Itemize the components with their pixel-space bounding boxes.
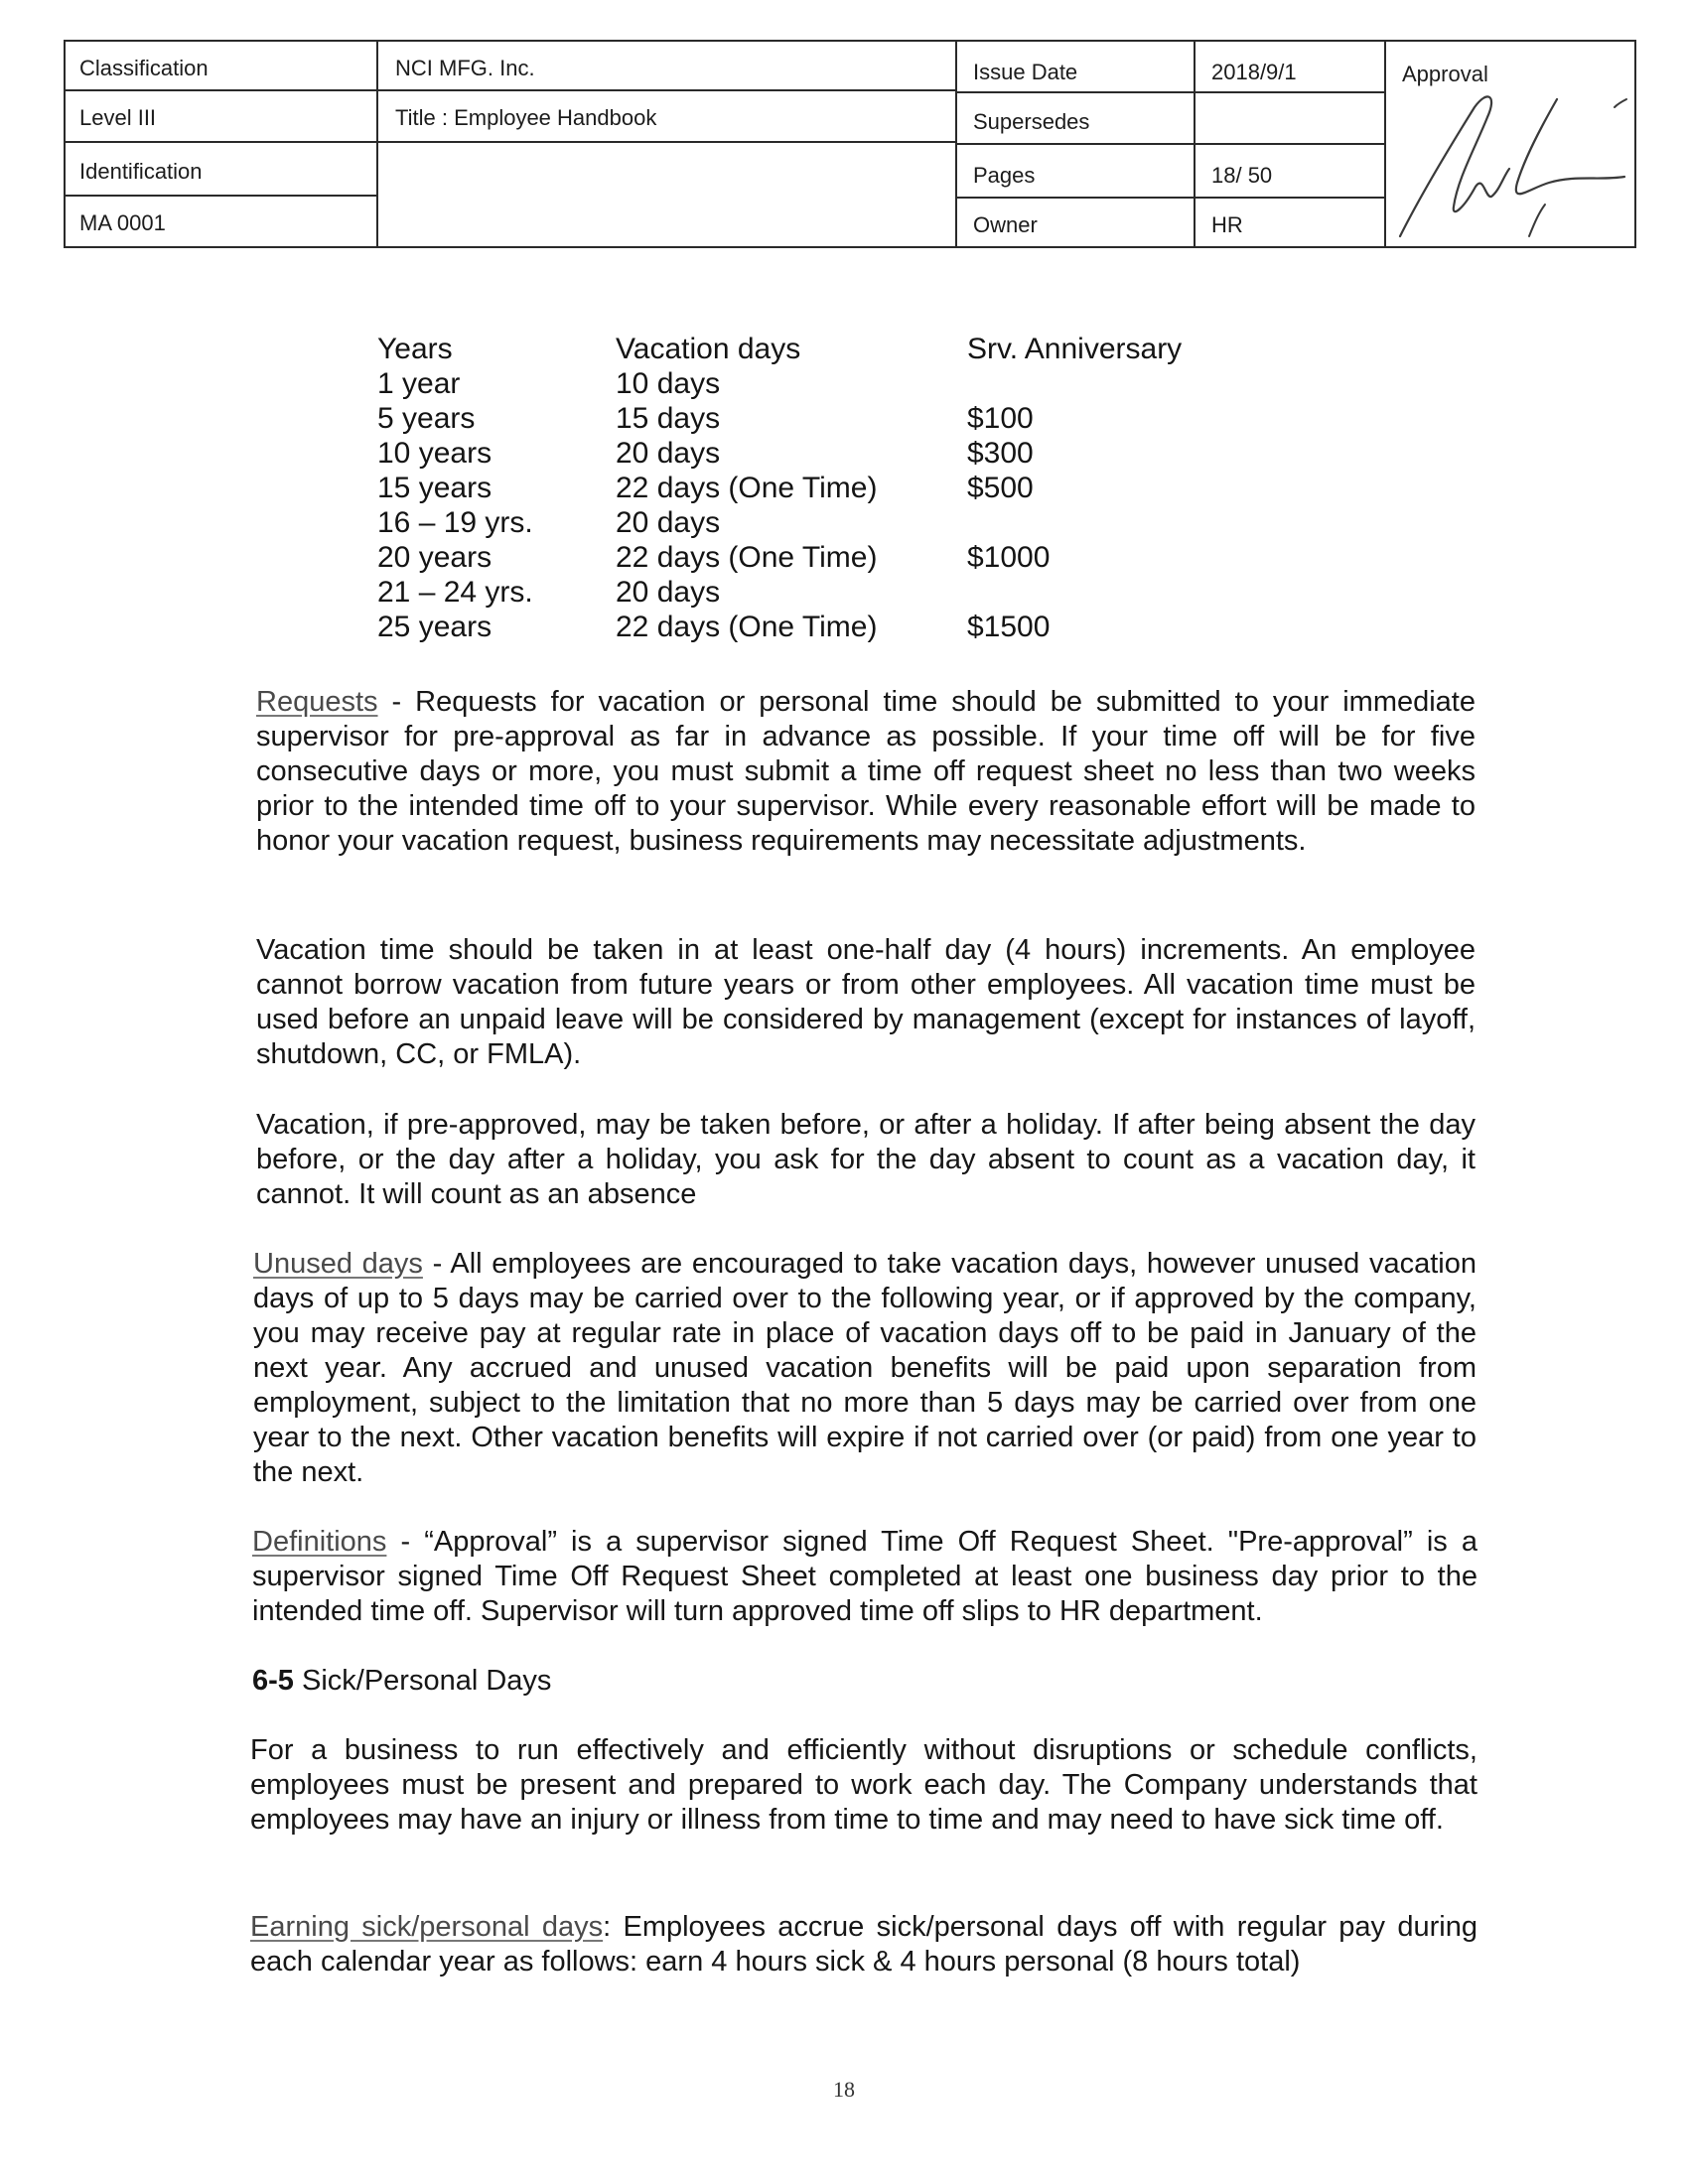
cell-anniversary: $1000 bbox=[967, 541, 1051, 574]
page-number: 18 bbox=[833, 2077, 855, 2102]
owner-label: Owner bbox=[973, 212, 1038, 237]
cell-vacation-days: 20 days bbox=[616, 437, 721, 470]
cell-years: 21 – 24 yrs. bbox=[377, 576, 533, 609]
earning-body: : Employees accrue sick/personal days off with regular pay during each calendar year as follows: earn 4 hours sick & 4 hours personal (8 hours total) bbox=[250, 1911, 1477, 1978]
section-heading-6-5 bbox=[252, 1664, 1477, 1699]
issue-date-label: Issue Date bbox=[973, 60, 1078, 84]
requests-body: - Requests for vacation or personal time should be submitted to your immediate supervisor for pre-approval as far in advance as possible. If your time off will be for five consecutive days or more, you must submit a time off request sheet no less than two weeks prior to the intended time off to your supervisor. While every reasonable effort will be made to honor your vacation request, business requirements may necessitate adjustments. bbox=[256, 686, 1476, 857]
col-header-vacation-days: Vacation days bbox=[616, 333, 801, 365]
requests-paragraph bbox=[256, 685, 1476, 859]
classification-label: Classification bbox=[79, 56, 209, 80]
owner-value: HR bbox=[1211, 212, 1243, 237]
cell-vacation-days: 20 days bbox=[616, 506, 721, 539]
unused-days-paragraph bbox=[253, 1247, 1477, 1490]
cell-years: 15 years bbox=[377, 472, 492, 504]
cell-vacation-days: 22 days (One Time) bbox=[616, 541, 878, 574]
cell-years: 10 years bbox=[377, 437, 492, 470]
cell-anniversary: $1500 bbox=[967, 611, 1051, 643]
earning-term: Earning sick/personal days bbox=[250, 1911, 604, 1943]
cell-vacation-days: 20 days bbox=[616, 576, 721, 609]
cell-years: 5 years bbox=[377, 402, 476, 435]
cell-anniversary: $100 bbox=[967, 402, 1034, 435]
cell-years: 1 year bbox=[377, 367, 461, 400]
col-header-srv-anniversary: Srv. Anniversary bbox=[967, 333, 1183, 365]
cell-years: 20 years bbox=[377, 541, 492, 574]
cell-vacation-days: 22 days (One Time) bbox=[616, 611, 878, 643]
section-number: 6-5 bbox=[252, 1665, 294, 1697]
supersedes-label: Supersedes bbox=[973, 109, 1090, 134]
holiday-paragraph: Vacation, if pre-approved, may be taken before, or after a holiday. If after being absent the day before, or the day after a holiday, you ask for the day absent to count as a vacation day, it cannot. It will count as an absence bbox=[256, 1109, 1476, 1210]
issue-date-value: 2018/9/1 bbox=[1211, 60, 1297, 84]
approval-signature bbox=[1380, 87, 1628, 246]
requests-term: Requests bbox=[256, 686, 378, 718]
cell-anniversary: $300 bbox=[967, 437, 1034, 470]
sick-intro-paragraph: For a business to run effectively and efficiently without disruptions or schedule conflicts, employees must be present and prepared to work each day. The Company understands that employees may have an injury or illness from time to time and may need to have sick time off. bbox=[250, 1734, 1477, 1836]
cell-vacation-days: 15 days bbox=[616, 402, 721, 435]
unused-days-body: - All employees are encouraged to take vacation days, however unused vacation days of up to 5 days may be carried over to the following year, or if approved by the company, you may receive pay at regular rate in place of vacation days off to be paid in January of the next year. Any accrued and unused vacation benefits will be paid upon separation from employment, subject to the limitation that no more than 5 days may be carried over from one year to the next. Other vacation benefits will expire if not carried over (or paid) from one year to the next. bbox=[253, 1248, 1477, 1488]
identification-label: Identification bbox=[79, 159, 203, 184]
pages-value: 18/ 50 bbox=[1211, 163, 1273, 188]
cell-vacation-days: 22 days (One Time) bbox=[616, 472, 878, 504]
approval-label: Approval bbox=[1402, 62, 1488, 86]
cell-anniversary: $500 bbox=[967, 472, 1034, 504]
earning-paragraph bbox=[250, 1910, 1477, 1979]
unused-days-term: Unused days bbox=[253, 1248, 423, 1280]
cell-years: 25 years bbox=[377, 611, 492, 643]
increments-paragraph: Vacation time should be taken in at least one-half day (4 hours) increments. An employee cannot borrow vacation from future years or from other employees. All vacation time must be used before an unpaid leave will be considered by management (except for instances of layoff, shutdown, CC, or FMLA). bbox=[256, 934, 1476, 1070]
cell-years: 16 – 19 yrs. bbox=[377, 506, 533, 539]
section-title: Sick/Personal Days bbox=[293, 1665, 552, 1697]
definitions-paragraph bbox=[252, 1525, 1477, 1629]
col-header-years: Years bbox=[377, 333, 453, 365]
cell-vacation-days: 10 days bbox=[616, 367, 721, 400]
definitions-body: - “Approval” is a supervisor signed Time Off Request Sheet. "Pre-approval” is a supervisor signed Time Off Request Sheet completed at least one business day prior to the intended time off. Supervisor will turn approved time off slips to HR department. bbox=[252, 1526, 1477, 1627]
definitions-term: Definitions bbox=[252, 1526, 387, 1558]
document-title: Title : Employee Handbook bbox=[395, 105, 657, 130]
company-name: NCI MFG. Inc. bbox=[395, 56, 535, 80]
level-value: Level III bbox=[79, 105, 157, 130]
identification-value: MA 0001 bbox=[79, 210, 166, 235]
supersedes-value bbox=[1197, 95, 1211, 109]
pages-label: Pages bbox=[973, 163, 1036, 188]
